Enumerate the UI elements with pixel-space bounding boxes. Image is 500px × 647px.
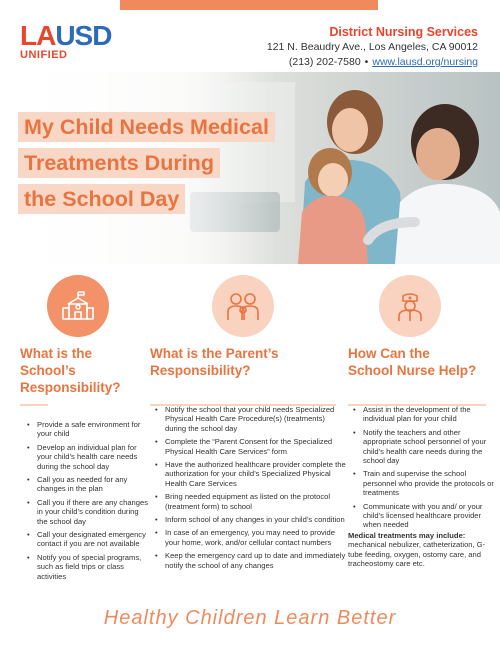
list-item: • Complete the “Parent Consent for the Specialized Physical Health Care Services” form [165, 437, 347, 456]
logo-letters-la: LA [20, 20, 56, 51]
logo-unified: UNIFIED [20, 49, 68, 61]
address: 121 N. Beaudry Ave., Los Angeles, CA 90012 [266, 41, 478, 53]
school-heading-line-1: What is the [20, 346, 93, 361]
title-line-1: My Child Needs Medical [18, 112, 275, 142]
school-icon [60, 288, 96, 324]
list-item: • Provide a safe environment for your child [37, 420, 149, 439]
list-item: • Bring needed equipment as listed on the protocol (treatment form) to school [165, 492, 347, 511]
footer-slogan: Healthy Children Learn Better [103, 607, 397, 629]
list-item: • Call your designated emergency contact if you are not available [37, 530, 149, 549]
nurse-column-heading [348, 345, 488, 379]
phone-number: (213) 202-7580 [288, 56, 361, 68]
title-line-3: the School Day [18, 184, 185, 214]
nurse-heading-line-1: How Can the [348, 346, 430, 361]
logo-letters-usd: USD [55, 20, 112, 51]
list-item: • Train and supervise the school personnel who provide the protocols or treatments [363, 469, 497, 497]
list-item: • Have the authorized healthcare provider complete the authorization for your child’s Specialized Physical Health Care Services [165, 460, 347, 488]
parents-icon [225, 288, 261, 324]
lausd-logo [20, 22, 111, 61]
school-column-heading [20, 345, 140, 396]
parent-heading-line-1: What is the Parent’s [150, 346, 279, 361]
parent-responsibility-list [154, 405, 347, 574]
header-contact [267, 24, 478, 70]
school-responsibility-list [26, 420, 149, 585]
list-item: • Notify you of special programs, such as field trips or class activities [37, 553, 149, 581]
school-heading-line-3: Responsibility? [20, 380, 121, 395]
top-accent-bar [120, 0, 378, 10]
parents-icon-badge [212, 275, 274, 337]
separator-bullet: • [364, 56, 369, 68]
list-item: • Inform school of any changes in your child’s condition [165, 515, 347, 524]
department-name: District Nursing Services [329, 25, 478, 39]
list-item: • In case of an emergency, you may need to provide your home, work, and/or cellular contact numbers [165, 528, 347, 547]
list-item: • Communicate with you and/ or your child’s licensed healthcare provider when needed [363, 502, 497, 530]
title-line-2: Treatments During [18, 148, 220, 178]
note-text: mechanical nebulizer, catheterization, G-tube feeding, oxygen, ostomy care, and tracheostomy care etc. [348, 540, 486, 569]
nurse-heading-line-2: School Nurse Help? [348, 363, 477, 378]
nurse-icon [392, 288, 428, 324]
parent-heading-line-2: Responsibility? [150, 363, 251, 378]
nurse-help-list [352, 405, 497, 534]
nurse-icon-badge [379, 275, 441, 337]
list-item: • Assist in the development of the individual plan for your child [363, 405, 497, 424]
school-heading-line-2: School’s [20, 363, 76, 378]
page-title [18, 112, 275, 220]
note-label: Medical treatments may include: [348, 531, 466, 540]
parent-column-heading [150, 345, 330, 379]
list-item: • Notify the teachers and other appropriate school personnel of your child’s health care needs during the school day [363, 428, 497, 466]
list-item: • Develop an individual plan for your child’s health care needs during the school day [37, 443, 149, 471]
list-item: • Call you if there are any changes in your child’s condition during the school day [37, 498, 149, 526]
school-divider [20, 404, 48, 406]
list-item: • Call you as needed for any changes in the plan [37, 475, 149, 494]
medical-treatments-note [348, 531, 486, 569]
website-link[interactable]: www.lausd.org/nursing [372, 56, 478, 68]
list-item: • Notify the school that your child needs Specialized Physical Health Care Procedure(s) (treatments) during the school day [165, 405, 347, 433]
school-icon-badge [47, 275, 109, 337]
list-item: • Keep the emergency card up to date and immediately notify the school of any changes [165, 551, 347, 570]
